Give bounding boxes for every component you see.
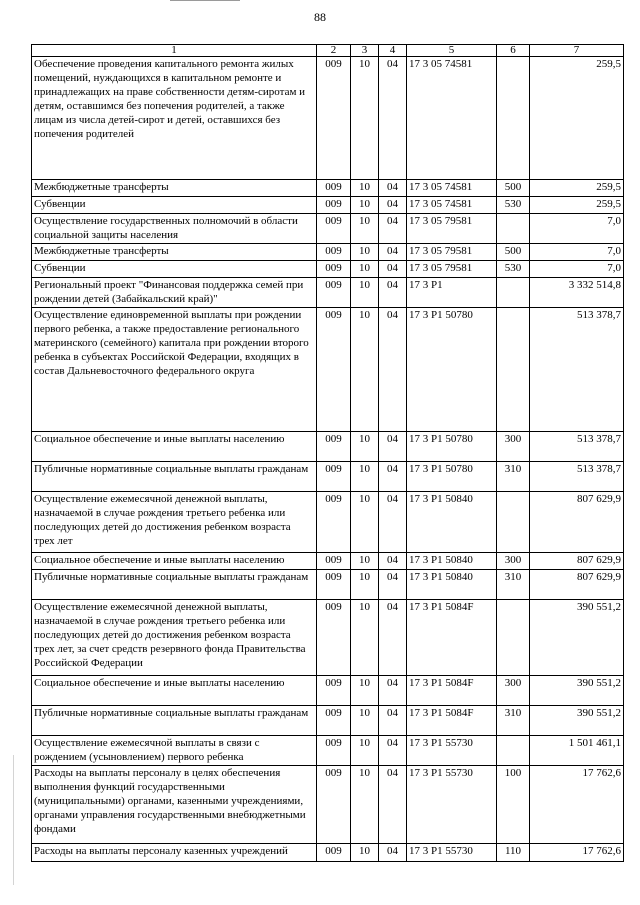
row-name: Публичные нормативные социальные выплаты гражданам: [32, 570, 317, 600]
row-amount: 259,5: [530, 180, 624, 197]
row-subsection-code: 04: [379, 462, 407, 492]
row-subsection-code: 04: [379, 766, 407, 844]
row-section-code: 10: [351, 736, 379, 766]
row-grbs-code: 009: [317, 844, 351, 862]
row-section-code: 10: [351, 214, 379, 244]
row-subsection-code: 04: [379, 261, 407, 278]
row-subsection-code: 04: [379, 244, 407, 261]
row-section-code: 10: [351, 600, 379, 676]
row-grbs-code: 009: [317, 766, 351, 844]
row-expense-type: 500: [497, 180, 530, 197]
table-row: [32, 676, 624, 706]
table-row: [32, 570, 624, 600]
row-target-article: 17 3 05 79581: [407, 261, 497, 278]
table-row: [32, 57, 624, 180]
row-expense-type: 300: [497, 432, 530, 462]
row-grbs-code: 009: [317, 214, 351, 244]
row-section-code: 10: [351, 706, 379, 736]
row-target-article: 17 3 P1 50780: [407, 432, 497, 462]
table-row: [32, 766, 624, 844]
row-target-article: 17 3 P1 55730: [407, 844, 497, 862]
row-grbs-code: 009: [317, 600, 351, 676]
row-amount: 259,5: [530, 57, 624, 180]
row-target-article: 17 3 05 74581: [407, 180, 497, 197]
row-amount: 513 378,7: [530, 462, 624, 492]
row-amount: 390 551,2: [530, 676, 624, 706]
table-row: [32, 844, 624, 862]
row-expense-type: 300: [497, 553, 530, 570]
row-target-article: 17 3 05 79581: [407, 214, 497, 244]
row-amount: 807 629,9: [530, 570, 624, 600]
row-section-code: 10: [351, 197, 379, 214]
row-subsection-code: 04: [379, 736, 407, 766]
row-expense-type: [497, 308, 530, 432]
row-section-code: 10: [351, 553, 379, 570]
row-section-code: 10: [351, 570, 379, 600]
row-expense-type: 310: [497, 706, 530, 736]
row-grbs-code: 009: [317, 244, 351, 261]
row-amount: 7,0: [530, 261, 624, 278]
row-target-article: 17 3 05 79581: [407, 244, 497, 261]
row-grbs-code: 009: [317, 432, 351, 462]
table-row: [32, 308, 624, 432]
col-header-grbs: 2: [317, 45, 351, 57]
row-amount: 513 378,7: [530, 432, 624, 462]
row-amount: 513 378,7: [530, 308, 624, 432]
row-target-article: 17 3 05 74581: [407, 57, 497, 180]
row-name: Публичные нормативные социальные выплаты гражданам: [32, 706, 317, 736]
row-subsection-code: 04: [379, 197, 407, 214]
row-name: Осуществление единовременной выплаты при рождении первого ребенка, а также предоставление регионального материнского (семейного) капитала при рождении второго ребенка в субъектах Российской Федерации, входящих в состав Дальневосточного федерального округа: [32, 308, 317, 432]
col-header-rz: 3: [351, 45, 379, 57]
row-subsection-code: 04: [379, 706, 407, 736]
scan-margin-line: [13, 755, 14, 885]
row-expense-type: 530: [497, 261, 530, 278]
table-row: [32, 261, 624, 278]
row-expense-type: [497, 214, 530, 244]
table-row: [32, 706, 624, 736]
row-section-code: 10: [351, 308, 379, 432]
row-grbs-code: 009: [317, 197, 351, 214]
row-expense-type: [497, 736, 530, 766]
row-name: Осуществление ежемесячной денежной выплаты, назначаемой в случае рождения третьего ребенка или последующих детей до достижения ребенком возраста трех лет, за счет средств резервного фонда Правительства Российской Федерации: [32, 600, 317, 676]
row-name: Осуществление ежемесячной выплаты в связи с рождением (усыновлением) первого ребенка: [32, 736, 317, 766]
table-row: [32, 736, 624, 766]
row-section-code: 10: [351, 244, 379, 261]
row-amount: 390 551,2: [530, 600, 624, 676]
row-expense-type: 110: [497, 844, 530, 862]
row-section-code: 10: [351, 432, 379, 462]
row-amount: 807 629,9: [530, 553, 624, 570]
row-expense-type: 310: [497, 462, 530, 492]
row-name: Социальное обеспечение и иные выплаты населению: [32, 676, 317, 706]
row-amount: 807 629,9: [530, 492, 624, 553]
row-amount: 17 762,6: [530, 766, 624, 844]
row-subsection-code: 04: [379, 676, 407, 706]
row-grbs-code: 009: [317, 462, 351, 492]
row-target-article: 17 3 P1 50840: [407, 570, 497, 600]
col-header-name: 1: [32, 45, 317, 57]
row-amount: 1 501 461,1: [530, 736, 624, 766]
row-expense-type: [497, 57, 530, 180]
row-name: Субвенции: [32, 261, 317, 278]
row-amount: 3 332 514,8: [530, 278, 624, 308]
row-expense-type: 300: [497, 676, 530, 706]
row-grbs-code: 009: [317, 553, 351, 570]
row-amount: 17 762,6: [530, 844, 624, 862]
row-grbs-code: 009: [317, 492, 351, 553]
table-row: [32, 432, 624, 462]
row-target-article: 17 3 P1 50840: [407, 553, 497, 570]
col-header-vr: 6: [497, 45, 530, 57]
row-subsection-code: 04: [379, 57, 407, 180]
row-expense-type: [497, 492, 530, 553]
row-subsection-code: 04: [379, 432, 407, 462]
row-target-article: 17 3 P1: [407, 278, 497, 308]
row-grbs-code: 009: [317, 308, 351, 432]
row-section-code: 10: [351, 278, 379, 308]
row-grbs-code: 009: [317, 736, 351, 766]
col-header-sum: 7: [530, 45, 624, 57]
table-row: [32, 244, 624, 261]
row-name: Расходы на выплаты персоналу казенных учреждений: [32, 844, 317, 862]
row-amount: 7,0: [530, 244, 624, 261]
row-target-article: 17 3 P1 50780: [407, 308, 497, 432]
row-name: Социальное обеспечение и иные выплаты населению: [32, 432, 317, 462]
row-section-code: 10: [351, 676, 379, 706]
row-subsection-code: 04: [379, 492, 407, 553]
table-row: [32, 553, 624, 570]
row-section-code: 10: [351, 180, 379, 197]
row-grbs-code: 009: [317, 180, 351, 197]
row-section-code: 10: [351, 844, 379, 862]
row-target-article: 17 3 P1 5084F: [407, 600, 497, 676]
table-row: [32, 197, 624, 214]
row-name: Расходы на выплаты персоналу в целях обеспечения выполнения функций государственными (муниципальными) органами, казенными учреждениями, органами управления государственными внебюджетными фондами: [32, 766, 317, 844]
row-grbs-code: 009: [317, 261, 351, 278]
row-subsection-code: 04: [379, 214, 407, 244]
row-subsection-code: 04: [379, 600, 407, 676]
row-expense-type: 530: [497, 197, 530, 214]
row-name: Социальное обеспечение и иные выплаты населению: [32, 553, 317, 570]
row-amount: 390 551,2: [530, 706, 624, 736]
row-section-code: 10: [351, 57, 379, 180]
row-name: Публичные нормативные социальные выплаты гражданам: [32, 462, 317, 492]
row-target-article: 17 3 P1 55730: [407, 736, 497, 766]
row-target-article: 17 3 P1 5084F: [407, 676, 497, 706]
row-name: Осуществление ежемесячной денежной выплаты, назначаемой в случае рождения третьего ребенка или последующих детей до достижения ребенком возраста трех лет: [32, 492, 317, 553]
table-row: [32, 600, 624, 676]
row-amount: 259,5: [530, 197, 624, 214]
row-section-code: 10: [351, 766, 379, 844]
row-section-code: 10: [351, 261, 379, 278]
page-number: 88: [314, 10, 326, 24]
row-grbs-code: 009: [317, 570, 351, 600]
row-amount: 7,0: [530, 214, 624, 244]
row-subsection-code: 04: [379, 278, 407, 308]
table-row: [32, 278, 624, 308]
row-name: Межбюджетные трансферты: [32, 244, 317, 261]
row-name: Региональный проект "Финансовая поддержка семей при рождении детей (Забайкальский край)": [32, 278, 317, 308]
row-grbs-code: 009: [317, 706, 351, 736]
scan-mark: [170, 0, 240, 1]
row-subsection-code: 04: [379, 308, 407, 432]
row-subsection-code: 04: [379, 570, 407, 600]
row-target-article: 17 3 P1 5084F: [407, 706, 497, 736]
row-name: Осуществление государственных полномочий в области социальной защиты населения: [32, 214, 317, 244]
table-row: [32, 214, 624, 244]
row-expense-type: 100: [497, 766, 530, 844]
row-expense-type: 500: [497, 244, 530, 261]
row-target-article: 17 3 P1 55730: [407, 766, 497, 844]
row-grbs-code: 009: [317, 676, 351, 706]
header-row: [32, 45, 624, 57]
row-subsection-code: 04: [379, 844, 407, 862]
row-grbs-code: 009: [317, 278, 351, 308]
table-row: [32, 180, 624, 197]
row-section-code: 10: [351, 462, 379, 492]
row-name: Субвенции: [32, 197, 317, 214]
row-name: Обеспечение проведения капитального ремонта жилых помещений, нуждающихся в капитальном ремонте и принадлежащих на праве собственности детям-сиротам и детям, оставшимся без попечения родителей, а также лицам из числа детей-сирот и детей, оставшихся без попечения родителей: [32, 57, 317, 180]
row-name: Межбюджетные трансферты: [32, 180, 317, 197]
row-target-article: 17 3 P1 50840: [407, 492, 497, 553]
row-expense-type: 310: [497, 570, 530, 600]
table-row: [32, 462, 624, 492]
row-subsection-code: 04: [379, 553, 407, 570]
row-subsection-code: 04: [379, 180, 407, 197]
table-row: [32, 492, 624, 553]
col-header-csr: 5: [407, 45, 497, 57]
row-expense-type: [497, 600, 530, 676]
row-target-article: 17 3 05 74581: [407, 197, 497, 214]
col-header-pr: 4: [379, 45, 407, 57]
row-grbs-code: 009: [317, 57, 351, 180]
row-section-code: 10: [351, 492, 379, 553]
row-expense-type: [497, 278, 530, 308]
budget-table: [31, 44, 624, 862]
row-target-article: 17 3 P1 50780: [407, 462, 497, 492]
